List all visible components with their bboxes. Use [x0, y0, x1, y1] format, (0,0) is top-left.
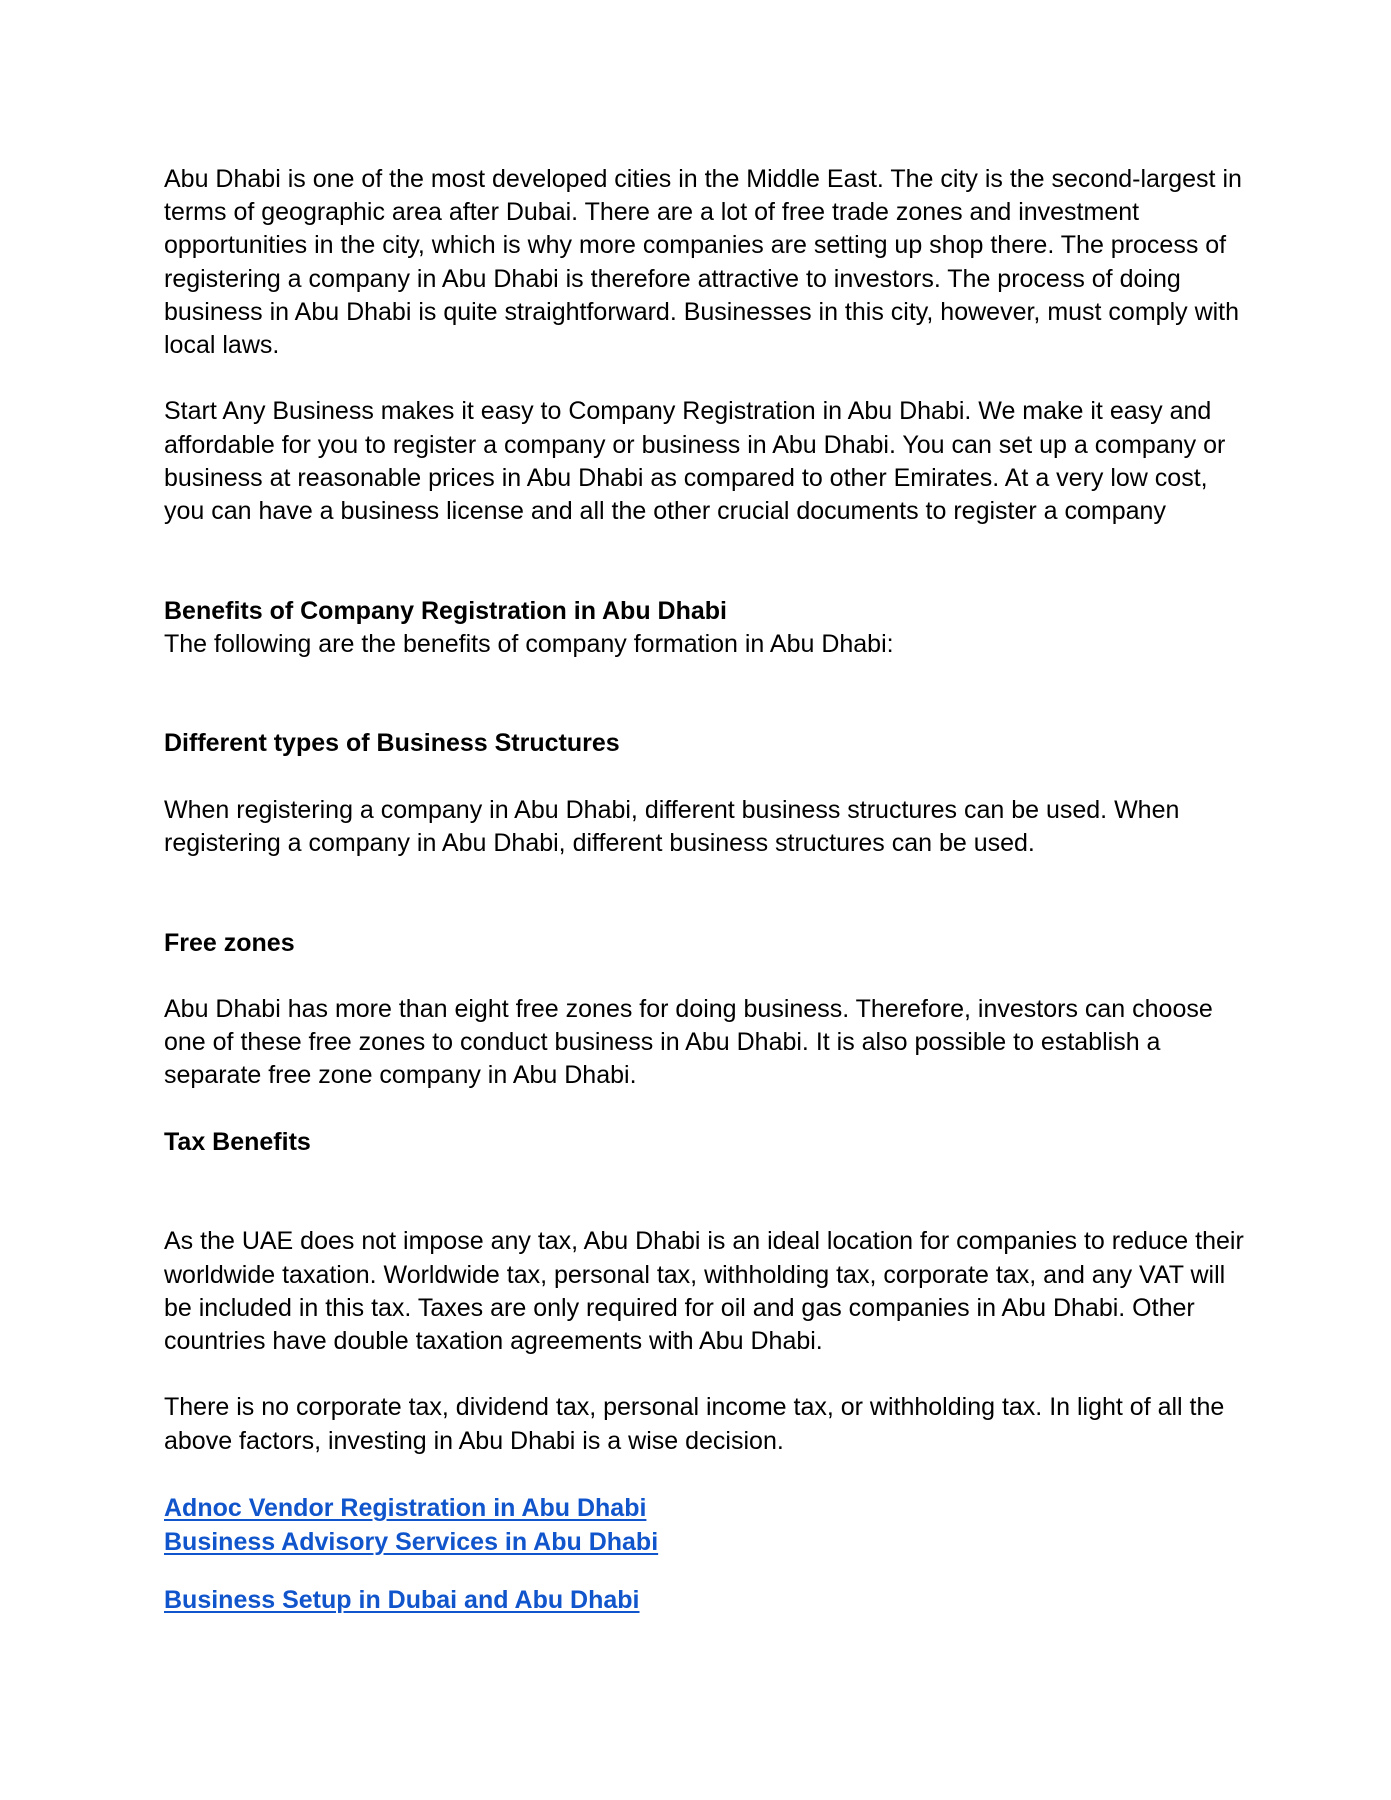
paragraph-spacer	[164, 761, 1244, 794]
start-any-business-paragraph: Start Any Business makes it easy to Company Registration in Abu Dhabi. We make it easy and affordable for you to register a company or business in Abu Dhabi. You can set up a company or business at reasonable prices in Abu Dhabi as compared to other Emirates. At a very low cost, you can have a business license and all the other crucial documents to register a company	[164, 397, 1226, 526]
tax-heading: Tax Benefits	[164, 1127, 311, 1156]
intro-paragraph: Abu Dhabi is one of the most developed cities in the Middle East. The city is the second-largest in terms of geographic area after Dubai. There are a lot of free trade zones and investment opportunities in the city, which is why more companies are setting up shop there. The process of registering a company in Abu Dhabi is therefore attractive to investors. The process of doing business in Abu Dhabi is quite straightforward. Businesses in this city, however, must comply with local laws.	[164, 165, 1242, 360]
structures-heading: Different types of Business Structures	[164, 729, 620, 758]
paragraph-spacer	[164, 1559, 1244, 1583]
paragraph-spacer	[164, 1358, 1244, 1391]
paragraph-spacer	[164, 1458, 1244, 1491]
adnoc-vendor-registration-link[interactable]: Adnoc Vendor Registration in Abu Dhabi	[164, 1493, 647, 1522]
paragraph-spacer	[164, 860, 1244, 926]
paragraph-spacer	[164, 661, 1244, 727]
paragraph-spacer	[164, 362, 1244, 395]
paragraph-spacer	[164, 1159, 1244, 1225]
paragraph-spacer	[164, 528, 1244, 594]
benefits-heading: Benefits of Company Registration in Abu Dhabi	[164, 596, 727, 625]
paragraph-spacer	[164, 960, 1244, 993]
business-advisory-services-link[interactable]: Business Advisory Services in Abu Dhabi	[164, 1527, 659, 1556]
business-setup-dubai-abu-dhabi-link[interactable]: Business Setup in Dubai and Abu Dhabi	[164, 1585, 640, 1614]
free-zones-paragraph: Abu Dhabi has more than eight free zones for doing business. Therefore, investors can choose one of these free zones to conduct business in Abu Dhabi. It is also possible to establish a separate free zone company in Abu Dhabi.	[164, 994, 1213, 1090]
benefits-intro: The following are the benefits of company formation in Abu Dhabi:	[164, 629, 894, 658]
tax-paragraph-1: As the UAE does not impose any tax, Abu Dhabi is an ideal location for companies to reduce their worldwide taxation. Worldwide tax, personal tax, withholding tax, corporate tax, and any VAT will be included in this tax. Taxes are only required for oil and gas companies in Abu Dhabi. Other countries have double taxation agreements with Abu Dhabi.	[164, 1227, 1244, 1355]
document-body	[164, 163, 1244, 1617]
tax-paragraph-2: There is no corporate tax, dividend tax, personal income tax, or withholding tax. In light of all the above factors, investing in Abu Dhabi is a wise decision.	[164, 1393, 1225, 1455]
structures-paragraph: When registering a company in Abu Dhabi, different business structures can be used. When registering a company in Abu Dhabi, different business structures can be used.	[164, 795, 1180, 857]
paragraph-spacer	[164, 1093, 1244, 1126]
free-zones-heading: Free zones	[164, 928, 295, 957]
